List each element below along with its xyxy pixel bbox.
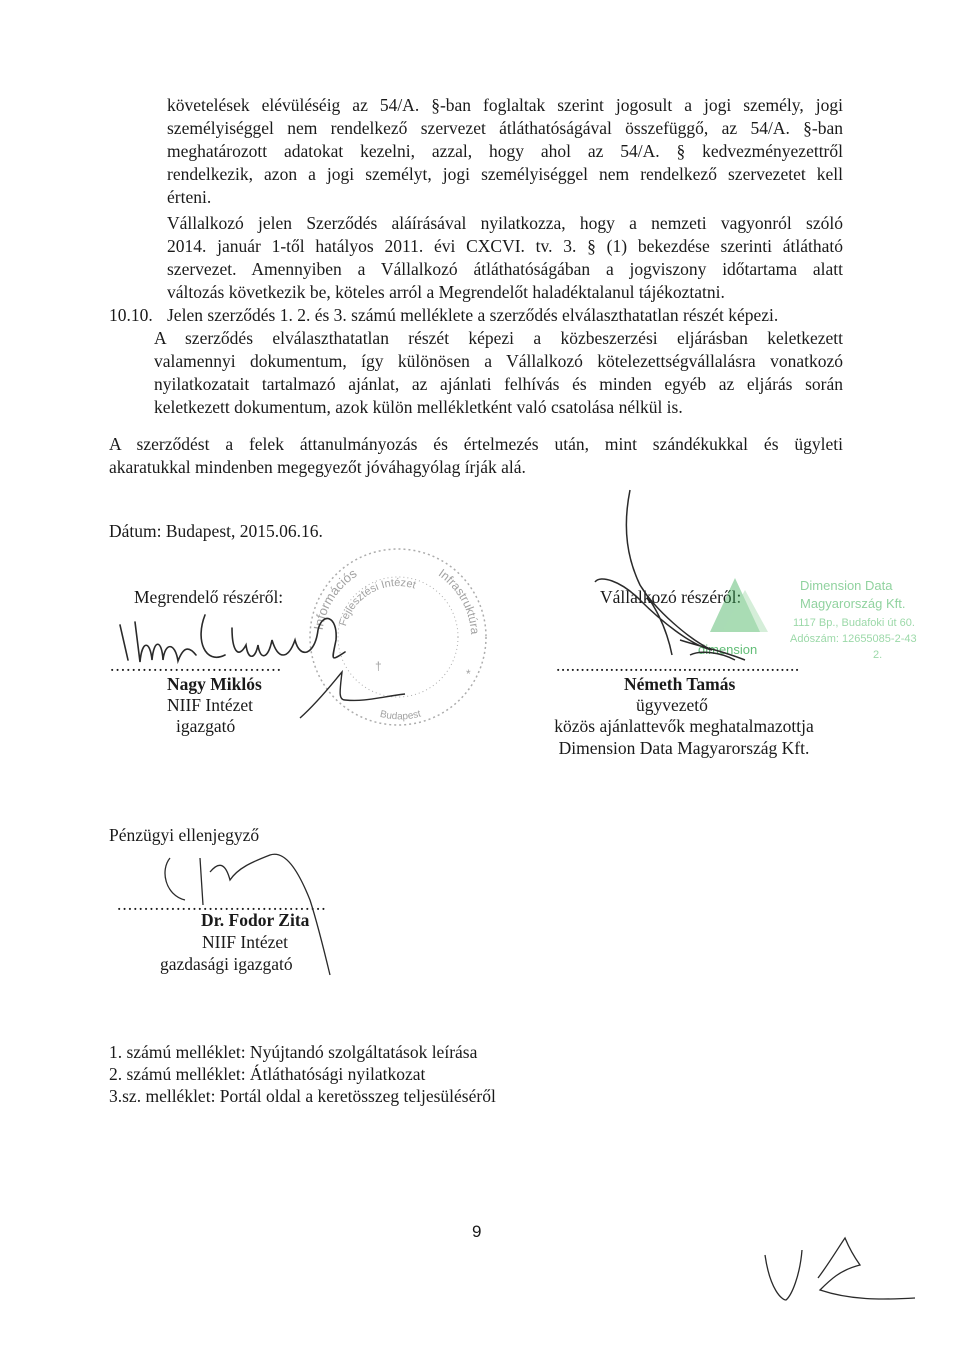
- finance-signer-title: gazdasági igazgató: [160, 954, 293, 974]
- paragraph-line: Vállalkozó jelen Szerződés aláírásával nyilatkozza, hogy a nemzeti vagyonról szóló: [167, 213, 843, 233]
- paragraph-line: érteni.: [167, 187, 212, 207]
- section-first-line: Jelen szerződés 1. 2. és 3. számú melléklete a szerződés elválaszthatatlan részét képezi.: [167, 305, 779, 325]
- dimension-stamp-line: Magyarország Kft.: [800, 596, 906, 611]
- dimension-stamp-line: 1117 Bp., Budafoki út 60.: [793, 617, 915, 629]
- niif-stamp: [310, 549, 486, 725]
- left-signer-name: Nagy Miklós: [167, 674, 262, 694]
- left-signer-title: igazgató: [176, 716, 236, 736]
- dimension-logo-text: dimension: [698, 642, 758, 657]
- paragraph-line: változás következik be, köteles arról a Megrendelőt haladéktalanul tájékoztatni.: [167, 282, 725, 302]
- finance-dots: .......................................: [117, 894, 327, 914]
- paragraph-line: 2014. január 1-től hatályos 2011. évi CXCVI. tv. 3. § (1) bekezdése szerinti átlátható: [167, 236, 843, 256]
- niif-stamp-text: Fejlesztési Intézet: [337, 576, 418, 628]
- signature-nemeth: [595, 490, 745, 660]
- initials: [765, 1238, 915, 1300]
- finance-signer-org: NIIF Intézet: [202, 932, 289, 952]
- svg-text:*: *: [466, 667, 471, 681]
- svg-text:Információs: [311, 565, 360, 631]
- paragraph-line: meghatározott adatokat kezelni, azzal, hogy ahol az 54/A. § kedvezményezettről: [167, 141, 843, 161]
- paragraph-line: A szerződés elválaszthatatlan részét képezi a közbeszerzési eljárásban keletkezett: [154, 328, 843, 348]
- niif-stamp-text: Infrastruktúra: [435, 566, 483, 635]
- niif-stamp-text: Budapest: [378, 708, 423, 723]
- signature-nagy-tail: [300, 672, 405, 718]
- left-signature-heading: Megrendelő részéről:: [134, 587, 284, 607]
- right-signature-heading: Vállalkozó részéről:: [600, 587, 742, 607]
- paragraph-line: személyiséggel nem rendelkező szervezet átláthatóságával összefüggő, az 54/A. §-ban: [167, 118, 843, 138]
- paragraph-line: követelések elévüléséig az 54/A. §-ban foglaltak szerint jogosult a jogi személy, jogi: [167, 95, 843, 115]
- page-number: 9: [472, 1222, 482, 1241]
- paragraph-line: rendelkezik, azon a jogi személyt, jogi személyiséggel nem rendelkező szervezetet kell: [167, 164, 843, 184]
- niif-stamp-text: Információs: [310, 565, 360, 631]
- left-signature-dots: ................................: [110, 655, 282, 675]
- annex-item: 2. számú melléklet: Átláthatósági nyilatkozat: [109, 1064, 426, 1084]
- left-signer-org: NIIF Intézet: [167, 695, 254, 715]
- finance-heading: Pénzügyi ellenjegyző: [109, 825, 260, 845]
- paragraph-line: keletkezett dokumentum, azok külön mellékletként való csatolása nélkül is.: [154, 397, 683, 417]
- right-signer-title: ügyvezető: [636, 695, 708, 715]
- paragraph-line: valamennyi dokumentum, így különösen a Vállalkozó kötelezettségvállalásra vonatkozó: [154, 351, 843, 371]
- right-signer-role: közös ajánlattevők meghatalmazottja: [554, 716, 814, 736]
- paragraph-line: nyilatkozatait tartalmazó ajánlat, az ajánlati felhívás és minden egyéb az eljárás során: [154, 374, 843, 394]
- dimension-stamp-line: Dimension Data: [800, 578, 893, 593]
- right-signer-company: Dimension Data Magyarország Kft.: [558, 738, 810, 758]
- closing-line: akaratukkal mindenben megegyezőt jóváhagyólag írják alá.: [109, 457, 526, 477]
- paragraph-line: szervezet. Amennyiben a Vállalkozó átláthatóságában a jogviszony időtartama alatt: [167, 259, 843, 279]
- section-number: 10.10.: [109, 305, 153, 325]
- svg-text:†: †: [375, 659, 382, 673]
- dimension-stamp-line: 2.: [873, 649, 883, 661]
- finance-signer-name: Dr. Fodor Zita: [201, 910, 310, 930]
- dimension-stamp-line: Adószám: 12655085-2-43: [790, 633, 917, 645]
- right-signer-name: Németh Tamás: [624, 674, 736, 694]
- closing-line: A szerződést a felek áttanulmányozás és értelmezés után, mint szándékukkal és ügyleti: [109, 434, 843, 454]
- annex-item: 1. számú melléklet: Nyújtandó szolgáltatások leírása: [109, 1042, 478, 1062]
- signing-date: Dátum: Budapest, 2015.06.16.: [109, 521, 323, 541]
- right-signature-dots: ..................................................: [556, 655, 800, 675]
- annex-item: 3.sz. melléklet: Portál oldal a keretösszeg teljesüléséről: [109, 1086, 496, 1106]
- svg-text:Budapest: [379, 709, 422, 723]
- svg-text:Fejlesztési Intézet: [337, 577, 417, 628]
- svg-text:Infrastruktúra: [433, 560, 486, 642]
